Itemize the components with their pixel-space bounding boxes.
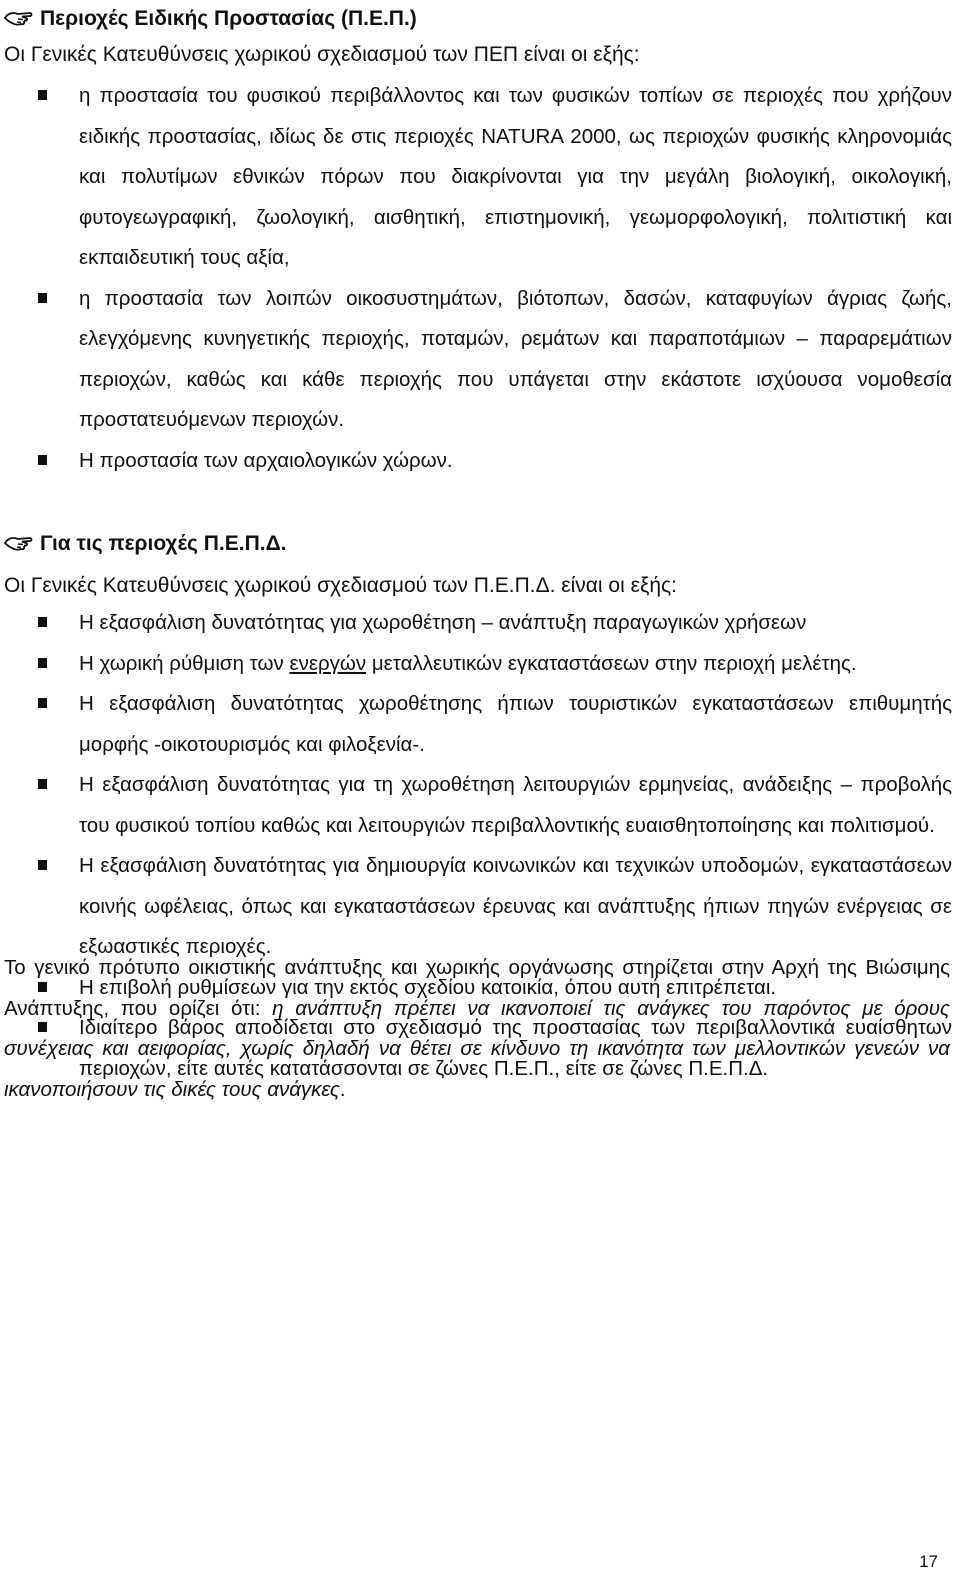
square-bullet-icon	[38, 860, 47, 870]
list-item: Η εξασφάλιση δυνατότητας για χωροθέτηση – ανάπτυξη παραγωγικών χρήσεων	[4, 603, 952, 644]
page-number: 17	[919, 1552, 938, 1571]
section2-heading	[4, 531, 287, 557]
list-item: Ιδιαίτερο βάρος αποδίδεται στο σχεδιασμό της προστασίας των περιβαλλοντικά ευαίσθητων περιοχών, είτε αυτές κατατάσσονται σε ζώνες Π.Ε.Π., είτε σε ζώνες Π.Ε.Π.Δ.	[4, 1008, 952, 1089]
square-bullet-icon	[38, 617, 47, 627]
section1-title: Περιοχές Ειδικής Προστασίας (Π.Ε.Π.)	[40, 7, 417, 30]
square-bullet-icon	[38, 90, 47, 100]
list-item: Η εξασφάλιση δυνατότητας χωροθέτησης ήπιων τουριστικών εγκαταστάσεων επιθυμητής μορφής -οικοτουρισμός και φιλοξενία-.	[4, 684, 952, 765]
list-item: η προστασία των λοιπών οικοσυστημάτων, βιότοπων, δασών, καταφυγίων άγριας ζωής, ελεγχόμενης κυνηγετικής περιοχής, ποταμών, ρεμάτων και παραποτάμιων – παραρεμάτιων περιοχών, καθώς και κάθε περιοχής που υπάγεται στην εκάστοτε ισχύουσα νομοθεσία προστατευόμενων περιοχών.	[4, 279, 952, 441]
section2-intro: Οι Γενικές Κατευθύνσεις χωρικού σχεδιασμού των Π.Ε.Π.Δ. είναι οι εξής:	[4, 574, 678, 597]
underlined-word: ενεργών	[289, 651, 367, 675]
square-bullet-icon	[38, 455, 47, 465]
closing-paragraph: Το γενικό πρότυπο οικιστικής ανάπτυξης και χωρικής οργάνωσης στηρίζεται στην Αρχή της Βιώσιμης Ανάπτυξης, που ορίζει ότι: η ανάπτυξη πρέπει να ικανοποιεί τις ανάγκες του παρόντος με όρους συνέχειας και αειφορίας, χωρίς δηλαδή να θέτει σε κίνδυνο τη ικανότητα των μελλοντικών γενεών να ικανοποιήσουν τις δικές τους ανάγκες.	[4, 956, 950, 1101]
list-item: Η εξασφάλιση δυνατότητας για τη χωροθέτηση λειτουργιών ερμηνείας, ανάδειξης – προβολής του φυσικού τοπίου καθώς και λειτουργιών περιβαλλοντικής ευαισθητοποίησης και πολιτισμού.	[4, 765, 952, 846]
section2-title: Για τις περιοχές Π.Ε.Π.Δ.	[40, 532, 287, 555]
square-bullet-icon	[38, 293, 47, 303]
section1-intro: Οι Γενικές Κατευθύνσεις χωρικού σχεδιασμού των ΠΕΠ είναι οι εξής:	[4, 43, 640, 66]
square-bullet-icon	[38, 779, 47, 789]
hand-pointing-icon	[4, 10, 34, 26]
list-item: Η χωρική ρύθμιση των ενεργών μεταλλευτικών εγκαταστάσεων στην περιοχή μελέτης.	[4, 644, 952, 685]
square-bullet-icon	[38, 698, 47, 708]
italic-quote: η ανάπτυξη πρέπει να ικανοποιεί τις ανάγκες του παρόντος με όρους συνέχειας και αειφορίας, χωρίς δηλαδή να θέτει σε κίνδυνο τη ικανότητα των μελλοντικών γενεών να ικανοποιήσουν τις δικές τους ανάγκες	[4, 996, 950, 1101]
list-item: Η επιβολή ρυθμίσεων για την εκτός σχεδίου κατοικία, όπου αυτή επιτρέπεται.	[4, 968, 952, 1009]
hand-pointing-icon	[4, 535, 34, 551]
section1-list	[4, 76, 952, 481]
list-item: Η προστασία των αρχαιολογικών χώρων.	[4, 441, 952, 482]
list-item: η προστασία του φυσικού περιβάλλοντος και των φυσικών τοπίων σε περιοχές που χρήζουν ειδικής προστασίας, ιδίως δε στις περιοχές NATURA 2000, ως περιοχών φυσικής κληρονομιάς και πολυτίμων εθνικών πόρων που διακρίνονται για την μεγάλη βιολογική, οικολογική, φυτογεωγραφική, ζωολογική, αισθητική, επιστημονική, γεωμορφολογική, πολιτιστική και εκπαιδευτική τους αξία,	[4, 76, 952, 279]
list-item: Η εξασφάλιση δυνατότητας για δημιουργία κοινωνικών και τεχνικών υποδομών, εγκαταστάσεων κοινής ωφέλειας, όπως και εγκαταστάσεων έρευνας και ανάπτυξης ήπιων πηγών ενέργειας σε εξωαστικές περιοχές.	[4, 846, 952, 968]
section1-heading	[4, 6, 417, 32]
square-bullet-icon	[38, 658, 47, 668]
